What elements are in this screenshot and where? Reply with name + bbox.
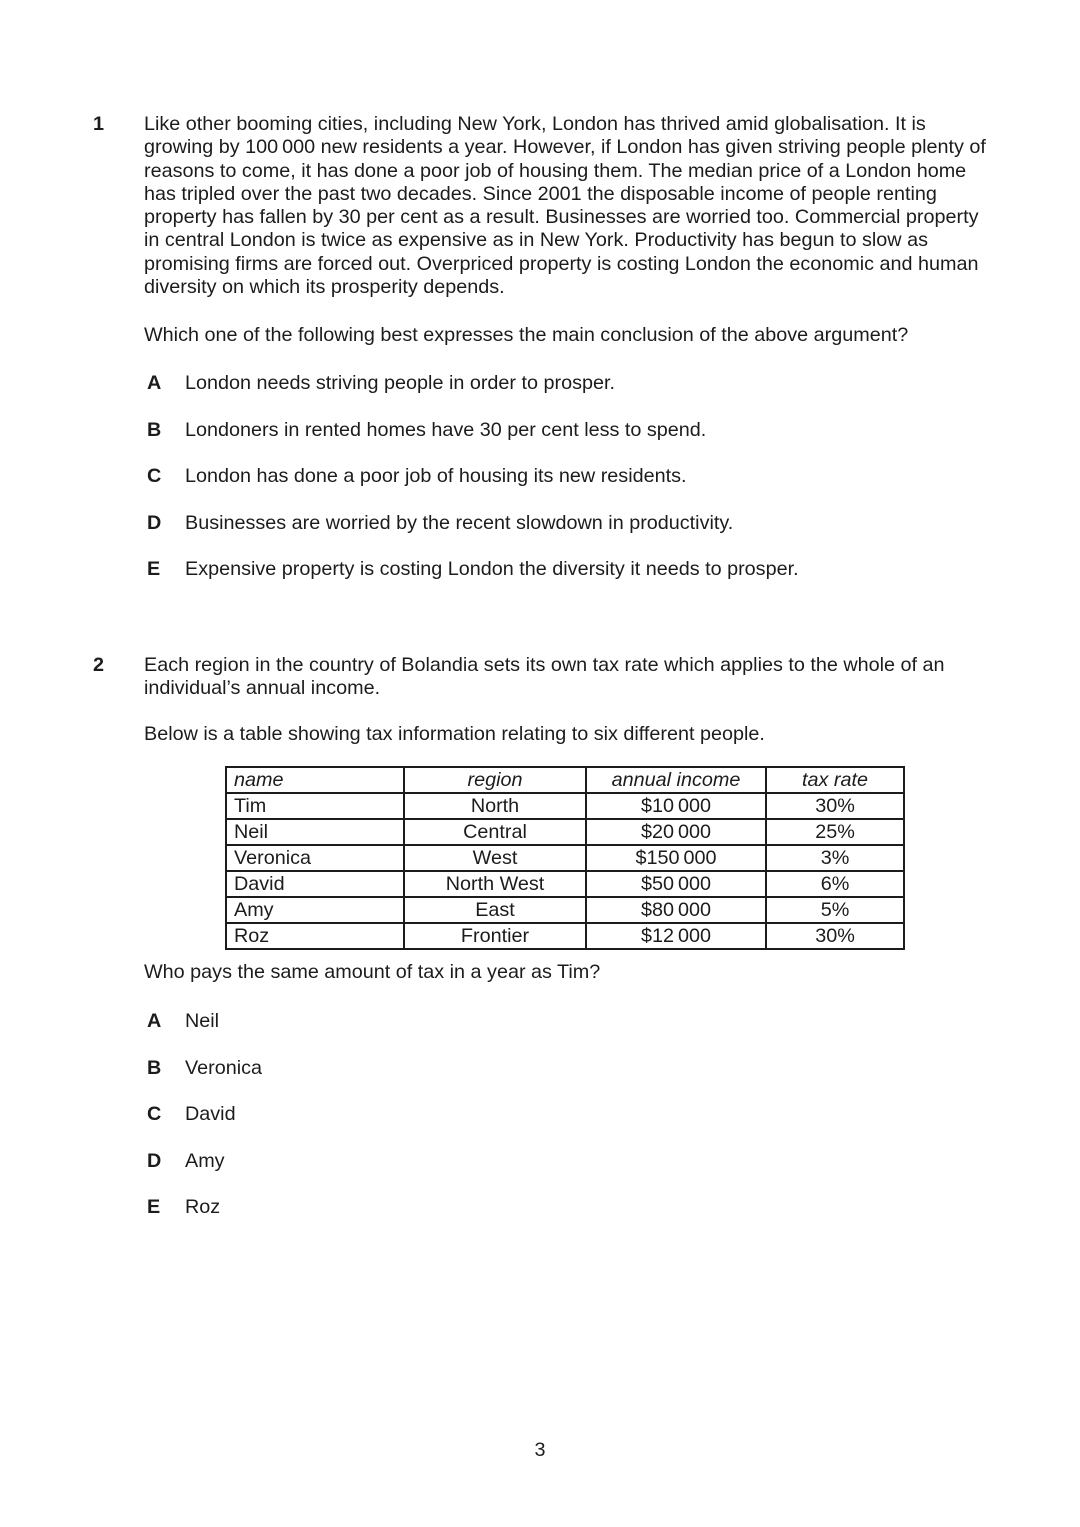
col-header-name: name [226,767,404,793]
option-letter: C [147,1103,162,1125]
table-row [226,871,904,897]
question-2-option-c [147,1103,236,1126]
cell-tax-rate: 3% [766,845,904,871]
question-1-option-c [147,465,686,488]
option-text: London needs striving people in order to prosper. [185,372,615,394]
cell-region: North West [404,871,586,897]
option-letter: A [147,1010,162,1032]
table-row [226,923,904,949]
cell-annual-income: $20 000 [586,819,766,845]
option-letter: E [147,1196,161,1218]
cell-annual-income: $50 000 [586,871,766,897]
cell-name: Neil [226,819,404,845]
cell-annual-income: $12 000 [586,923,766,949]
question-1-option-a [147,372,615,395]
cell-annual-income: $10 000 [586,793,766,819]
cell-tax-rate: 6% [766,871,904,897]
cell-tax-rate: 25% [766,819,904,845]
cell-name: Veronica [226,845,404,871]
cell-region: East [404,897,586,923]
cell-name: Amy [226,897,404,923]
question-2-option-b [147,1057,262,1080]
option-text: Amy [185,1150,225,1172]
question-2-number: 2 [93,654,105,676]
question-2-intro: Each region in the country of Bolandia sets its own tax rate which applies to the whole of an individual’s annual income. [144,654,945,700]
question-2-option-a [147,1010,219,1033]
option-letter: C [147,465,162,487]
table-row [226,793,904,819]
page-number: 3 [534,1439,546,1461]
question-1-passage: Like other booming cities, including New York, London has thrived amid globalisation. It is growing by 100 000 new residents a year. However, if London has given striving people plenty of reasons to come, it has done a poor job of housing them. The median price of a London home has tripled over the past two decades. Since 2001 the disposable income of people renting property has fallen by 30 per cent as a result. Businesses are worried too. Commercial property in central London is twice as expensive as in New York. Productivity has begun to slow as promising firms are forced out. Overpriced property is costing London the economic and human diversity on which its prosperity depends. [144,113,986,299]
option-text: London has done a poor job of housing its new residents. [185,465,687,487]
option-letter: E [147,558,161,580]
cell-region: Frontier [404,923,586,949]
option-letter: B [147,419,162,441]
table-row [226,819,904,845]
col-header-region: region [404,767,586,793]
table-row [226,897,904,923]
cell-name: Roz [226,923,404,949]
option-text: Neil [185,1010,220,1032]
option-text: Roz [185,1196,221,1218]
question-2-table-caption: Below is a table showing tax information relating to six different people. [144,723,765,745]
cell-tax-rate: 30% [766,923,904,949]
cell-name: Tim [226,793,404,819]
question-1-option-d [147,512,733,535]
cell-annual-income: $80 000 [586,897,766,923]
cell-annual-income: $150 000 [586,845,766,871]
col-header-annual-income: annual income [586,767,766,793]
option-letter: A [147,372,162,394]
option-letter: B [147,1057,162,1079]
cell-region: North [404,793,586,819]
question-2-prompt: Who pays the same amount of tax in a year as Tim? [144,961,601,983]
option-text: Veronica [185,1057,262,1079]
option-text: Expensive property is costing London the diversity it needs to prosper. [185,558,799,580]
cell-region: Central [404,819,586,845]
tax-table [225,766,905,950]
option-text: Businesses are worried by the recent slowdown in productivity. [185,512,734,534]
tax-table-header-row [226,767,904,793]
question-1-option-b [147,419,706,442]
table-row [226,845,904,871]
cell-region: West [404,845,586,871]
cell-tax-rate: 30% [766,793,904,819]
question-1-number: 1 [93,113,105,135]
cell-tax-rate: 5% [766,897,904,923]
option-letter: D [147,1150,162,1172]
col-header-tax-rate: tax rate [766,767,904,793]
cell-name: David [226,871,404,897]
option-letter: D [147,512,162,534]
question-2-option-d [147,1150,225,1173]
question-2-option-e [147,1196,220,1219]
option-text: David [185,1103,236,1125]
option-text: Londoners in rented homes have 30 per cent less to spend. [185,419,707,441]
question-1-prompt: Which one of the following best expresses the main conclusion of the above argument? [144,324,909,346]
question-1-option-e [147,558,799,581]
